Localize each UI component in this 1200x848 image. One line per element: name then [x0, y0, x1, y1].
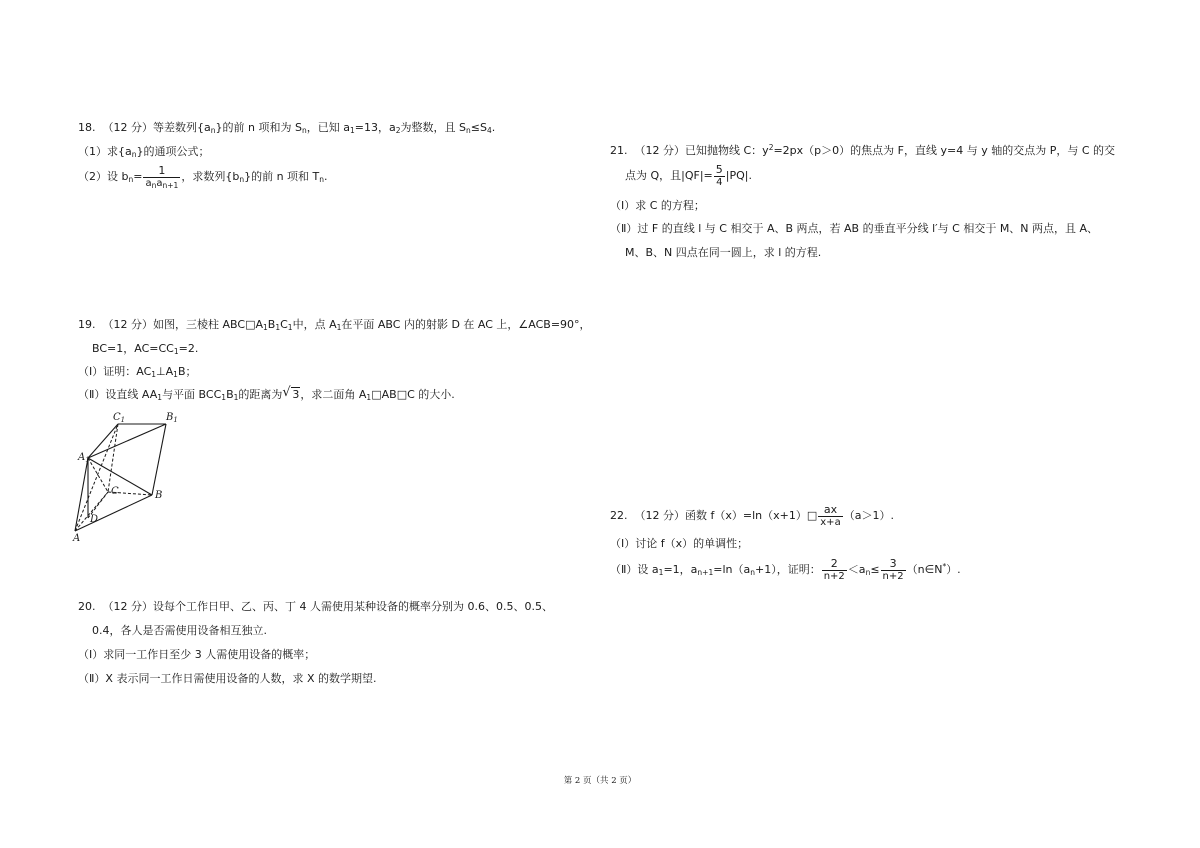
q19-sub: 1: [263, 323, 268, 332]
edge-A1-B: [88, 458, 152, 495]
q19-sub: 1: [173, 347, 179, 356]
q19-score: （12 分）: [102, 318, 153, 331]
q22-part2: [610, 556, 961, 584]
label-a1-letter: A: [78, 452, 86, 463]
missing-glyph: □: [806, 509, 818, 522]
q22-text: （a＞1）.: [843, 509, 894, 522]
q19-text: C: [280, 318, 288, 331]
edge-A1-C1: [88, 424, 118, 458]
fraction-numerator: 3: [881, 558, 906, 571]
q20-part2: [78, 672, 376, 686]
q22-fraction: [818, 504, 842, 529]
q18-text: }的通项公式；: [136, 145, 210, 158]
q19-text: B: [226, 388, 234, 401]
q19-part1: [78, 365, 196, 379]
q22-text: ）.: [946, 563, 961, 576]
part-label: （1）: [78, 145, 107, 158]
q21-text: 点为 Q，且|QF|=: [625, 169, 713, 182]
q19-text: =2.: [178, 342, 199, 355]
q21-fraction: [714, 164, 725, 189]
edge-A1-B1: [88, 424, 166, 458]
q21-text: =2px（p＞0）的焦点为 F，直线 y=4 与 y 轴的交点为 P，与 C 的交: [773, 144, 1116, 157]
q21-text: 已知抛物线 C：y: [685, 144, 769, 157]
q22-text: （n∈N: [906, 563, 943, 576]
q18-sub: n: [319, 175, 325, 184]
label-b1-letter: B: [166, 412, 174, 423]
q22-text: ＜a: [847, 563, 866, 576]
q18-text: 为整数，且 S: [400, 121, 466, 134]
edge-A1-A: [75, 458, 88, 531]
q21-text: 过 F 的直线 l 与 C 相交于 A、B 两点，若 AB 的垂直平分线 l′与 C 相交于 M、N 两点，且 A、: [637, 222, 1099, 235]
q19-sub: 1: [157, 393, 163, 402]
part-label: （Ⅰ）: [78, 365, 104, 378]
q19-text: 证明：AC: [103, 365, 152, 378]
q18-text: }的前 n 项和 T: [244, 170, 320, 183]
q19-sub: 1: [173, 370, 178, 379]
q19-part2: [78, 388, 455, 402]
q21-text: 求 C 的方程；: [635, 199, 705, 212]
q18-sub: n: [131, 150, 137, 159]
q21-part2: [610, 222, 1098, 236]
missing-glyph: □: [245, 318, 256, 331]
q20-number: 20.: [78, 600, 96, 613]
q18-sub: n: [301, 126, 307, 135]
q22-fraction-upper: [881, 558, 906, 583]
fraction-denominator: 4: [716, 176, 723, 188]
q18-text: =13，a: [354, 121, 396, 134]
q22-text: 讨论 f（x）的单调性；: [635, 537, 749, 550]
label-c1: [113, 412, 125, 424]
fraction-numerator: 2: [822, 558, 847, 571]
q19-text: 中，点 A: [292, 318, 337, 331]
part-label: （Ⅱ）: [78, 388, 106, 401]
label-c1-sub: 1: [120, 416, 126, 424]
q21-score: （12 分）: [634, 144, 685, 157]
q19-text: AB: [381, 388, 397, 401]
q19-text: A: [255, 318, 263, 331]
part-label: （Ⅱ）: [610, 222, 638, 235]
part-label: （Ⅰ）: [610, 199, 636, 212]
q18-sub: 1: [349, 126, 355, 135]
label-b1-sub: 1: [173, 416, 178, 424]
part-label: （Ⅰ）: [78, 648, 104, 661]
q18-score: （12 分）: [102, 121, 153, 134]
q20-text: 0.4，各人是否需使用设备相互独立.: [92, 624, 267, 637]
q18-sub: n: [239, 175, 245, 184]
q19-text: B；: [177, 365, 197, 378]
sqrt-radicand: 3: [292, 388, 300, 401]
q19-sub: 1: [151, 370, 157, 379]
q19-stem: [78, 318, 591, 332]
edge-A-B: [75, 495, 152, 531]
q22-sub: 1: [658, 568, 664, 577]
label-b: B: [155, 490, 163, 501]
part-label: （2）: [78, 170, 107, 183]
q19-stem-line2: [92, 342, 198, 356]
part-label: （Ⅰ）: [610, 537, 636, 550]
q18-fraction: [143, 165, 180, 190]
q19-text: 与平面 BCC: [162, 388, 222, 401]
q19-number: 19.: [78, 318, 96, 331]
q22-text: =ln（a: [713, 563, 751, 576]
q22-sub: n: [865, 568, 871, 577]
label-d: D: [90, 514, 99, 525]
q22-score: （12 分）: [634, 509, 685, 522]
fraction-numerator: 5: [715, 162, 723, 176]
q19-text: 在平面 ABC 内的射影 D 在 AC 上，∠ACB=90°，: [341, 318, 591, 331]
q22-text: 函数 f（x）=ln（x+1）: [685, 509, 807, 522]
q19-sub: 1: [366, 393, 372, 402]
q21-stem-line2: [625, 162, 752, 190]
q22-text: +1），证明：: [755, 563, 821, 576]
label-a1: [77, 452, 90, 464]
q21-stem: [610, 144, 1115, 158]
q22-stem: [610, 502, 894, 530]
missing-glyph: □: [371, 388, 382, 401]
q18-sub: 2: [395, 126, 401, 135]
q20-stem-line2: [92, 624, 267, 638]
label-a1-sub: 1: [85, 456, 90, 464]
q18-text: .: [491, 121, 496, 134]
q22-text: 设 a: [637, 563, 659, 576]
q20-text: 设每个工作日甲、乙、丙、丁 4 人需使用某种设备的概率分别为 0.6、0.5、0.5、: [153, 600, 553, 613]
q22-sub: n: [750, 568, 755, 577]
q20-score: （12 分）: [102, 600, 153, 613]
q22-sup: *: [942, 562, 947, 571]
q22-part1: [610, 537, 748, 551]
q22-fraction-lower: [822, 558, 847, 583]
missing-glyph: □: [396, 388, 408, 401]
sqrt-symbol: [282, 388, 300, 402]
q19-text: ，求二面角 A: [300, 388, 367, 401]
q18-sub: n+1: [162, 180, 179, 190]
q18-text: }的前 n 项和为 S: [215, 121, 302, 134]
fraction-denominator: x+a: [820, 516, 841, 528]
q18-text: 设 b: [107, 170, 129, 183]
q18-sub: n: [210, 126, 216, 135]
q18-sub: n: [151, 180, 157, 190]
q21-number: 21.: [610, 144, 628, 157]
q19-text: 设直线 AA: [105, 388, 158, 401]
page-footer: [0, 774, 1200, 788]
q19-text: B: [267, 318, 276, 331]
q19-sub: 1: [233, 393, 239, 402]
prism-figure: [70, 408, 185, 543]
q20-text: 求同一工作日至少 3 人需使用设备的概率；: [103, 648, 316, 661]
q18-text: ，已知 a: [306, 121, 350, 134]
fraction-numerator: 1: [143, 165, 180, 178]
part-label: （Ⅱ）: [78, 672, 106, 685]
q18-sub: n: [128, 175, 134, 184]
q22-number: 22.: [610, 509, 628, 522]
q19-text: BC=1，AC=CC: [92, 342, 174, 355]
q18-text: a: [145, 177, 152, 189]
label-c: C: [111, 486, 119, 497]
q21-text: M、B、N 四点在同一圆上，求 l 的方程.: [625, 246, 822, 259]
q18-stem: [78, 121, 495, 135]
label-b1: [165, 412, 178, 424]
q18-number: 18.: [78, 121, 96, 134]
q18-part1: [78, 145, 210, 159]
q18-text: 等差数列{a: [153, 121, 211, 134]
q18-text: ，求数列{b: [181, 170, 240, 183]
q18-text: =: [133, 170, 143, 183]
q22-sub: n+1: [697, 568, 714, 577]
fraction-denominator: n+2: [882, 570, 904, 582]
q18-sub: n: [466, 126, 471, 135]
label-c1-letter: C: [113, 412, 121, 423]
q20-part1: [78, 648, 315, 662]
q20-text: X 表示同一工作日需使用设备的人数，求 X 的数学期望.: [105, 672, 377, 685]
label-a: A: [73, 533, 81, 543]
q18-part2: [78, 163, 328, 191]
fraction-denominator: [143, 178, 180, 190]
q21-sup: 2: [768, 143, 774, 152]
q19-text: 如图，三棱柱 ABC: [153, 318, 246, 331]
q21-text: |PQ|.: [725, 169, 752, 182]
q19-text: C 的大小.: [407, 388, 455, 401]
part-label: （Ⅱ）: [610, 563, 638, 576]
q19-sub: 1: [275, 323, 281, 332]
fraction-numerator: ax: [818, 504, 842, 517]
page-number: 第 2 页（共 2 页）: [563, 776, 637, 786]
q19-text: 的距离为: [238, 388, 283, 401]
edge-B1-B: [152, 424, 166, 495]
q22-text: ≤: [870, 563, 880, 576]
q19-text: ⊥A: [156, 365, 174, 378]
q20-stem: [78, 600, 553, 614]
q19-sub: 1: [336, 323, 342, 332]
q22-text: =1，a: [663, 563, 698, 576]
q18-text: .: [324, 170, 328, 183]
q18-sub: 4: [486, 126, 492, 135]
q19-sub: 1: [287, 323, 293, 332]
q18-text: a: [156, 177, 163, 189]
q18-text: ≤S: [470, 121, 487, 134]
fraction-denominator: n+2: [823, 570, 845, 582]
q21-part1: [610, 199, 705, 213]
q19-sub: 1: [221, 393, 227, 402]
q18-text: 求{a: [107, 145, 132, 158]
q21-part2-line2: [625, 246, 821, 260]
